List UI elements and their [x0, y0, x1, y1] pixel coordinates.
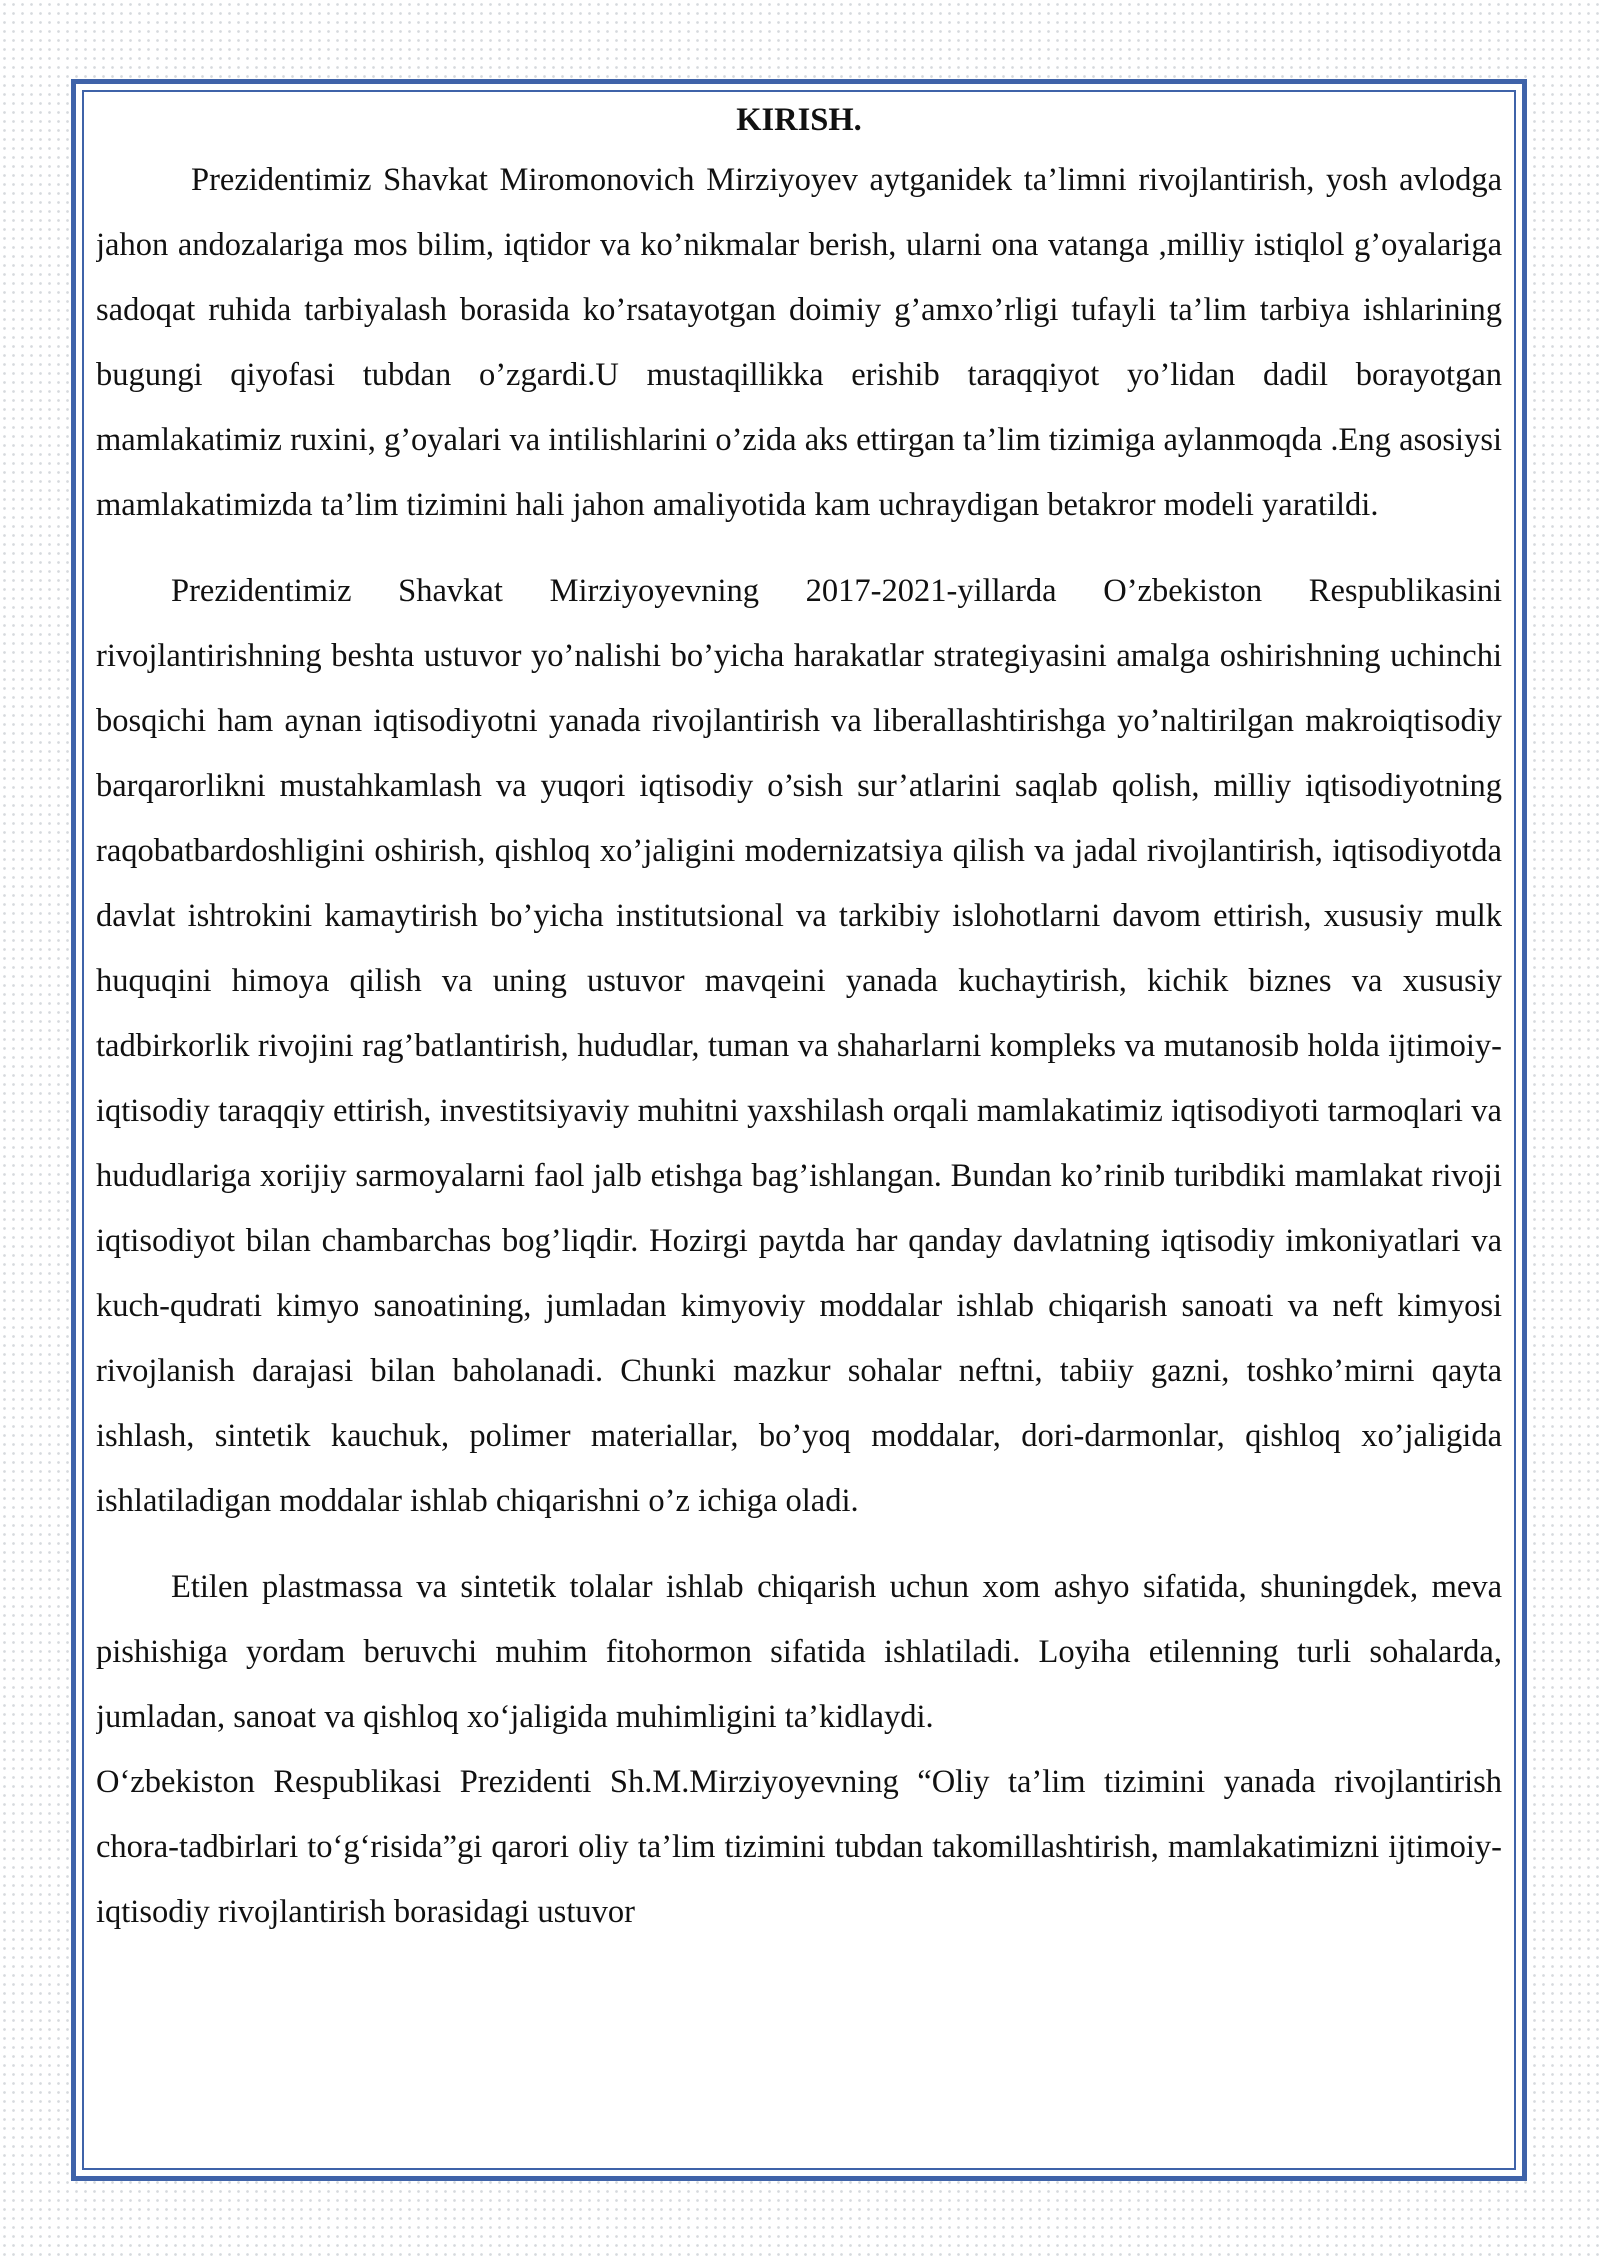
paragraph-higher-education: O‘zbekiston Respublikasi Prezidenti Sh.M.Mirziyoyevning “Oliy ta’lim tizimini yanada rivojlantirish chora-tadbirlari to‘g‘risida”gi qarori oliy ta’lim tizimini tubdan takomillashtirish, mamlakatimizni ijtimoiy-iqtisodiy rivojlantirish borasidagi ustuvor	[96, 1764, 1502, 1930]
paragraph-strategy: Prezidentimiz Shavkat Mirziyoyevning 2017-2021-yillarda O’zbekiston Respublikasini rivojlantirishning beshta ustuvor yo’nalishi bo’yicha harakatlar strategiyasini amalga oshirishning uchinchi bosqichi ham aynan iqtisodiyotni yanada rivojlantirish va liberallashtirishga yo’naltirilgan makroiqtisodiy barqarorlikni mustahkamlash va yuqori iqtisodiy o’sish sur’atlarini saqlab qolish, milliy iqtisodiyotning raqobatbardoshligini oshirish, qishloq xo’jaligini modernizatsiya qilish va jadal rivojlantirish, iqtisodiyotda davlat ishtrokini kamaytirish bo’yicha institutsional va tarkibiy islohotlarni davom ettirish, xususiy mulk huquqini himoya qilish va uning ustuvor mavqeini yanada kuchaytirish, kichik biznes va xususiy tadbirkorlik rivojini rag’batlantirish, hududlar, tuman va shaharlarni kompleks va mutanosib holda ijtimoiy-iqtisodiy taraqqiy ettirish, investitsiyaviy muhitni yaxshilash orqali mamlakatimiz iqtisodiyoti tarmoqlari va hududlariga xorijiy sarmoyalarni faol jalb etishga bag’ishlangan. Bundan ko’rinib turibdiki mamlakat rivoji iqtisodiyot bilan chambarchas bog’liqdir. Hozirgi paytda har qanday davlatning iqtisodiy imkoniyatlari va kuch-qudrati kimyo sanoatining, jumladan kimyoviy moddalar ishlab chiqarish sanoati va neft kimyosi rivojlanish darajasi bilan baholanadi. Chunki mazkur sohalar neftni, tabiiy gazni, toshko’mirni qayta ishlash, sintetik kauchuk, polimer materiallar, bo’yoq moddalar, dori-darmonlar, qishloq xo’jaligida ishlatiladigan moddalar ishlab chiqarishni o’z ichiga oladi.	[96, 573, 1502, 1519]
document-title: KIRISH.	[736, 102, 862, 138]
paragraph-intro: Prezidentimiz Shavkat Miromonovich Mirziyoyev aytganidek ta’limni rivojlantirish, yosh avlodga jahon andozalariga mos bilim, iqtidor va ko’nikmalar berish, ularni ona vatanga ,milliy istiqlol g’oyalariga sadoqat ruhida tarbiyalash borasida ko’rsatayotgan doimiy g’amxo’rligi tufayli ta’lim tarbiya ishlarining bugungi qiyofasi tubdan o’zgardi.U mustaqillikka erishib taraqqiyot yo’lidan dadil borayotgan mamlakatimiz ruxini, g’oyalari va intilishlarini o’zida aks ettirgan ta’lim tizimiga aylanmoqda .Eng asosiysi mamlakatimizda ta’lim tizimini hali jahon amaliyotida kam uchraydigan betakror modeli yaratildi.	[96, 162, 1502, 523]
paragraph-ethylene: Etilen plastmassa va sintetik tolalar ishlab chiqarish uchun xom ashyo sifatida, shuningdek, meva pishishiga yordam beruvchi muhim fitohormon sifatida ishlatiladi. Loyiha etilenning turli sohalarda, jumladan, sanoat va qishloq xo‘jaligida muhimligini ta’kidlaydi.	[96, 1569, 1502, 1735]
document-body	[96, 96, 1502, 2156]
